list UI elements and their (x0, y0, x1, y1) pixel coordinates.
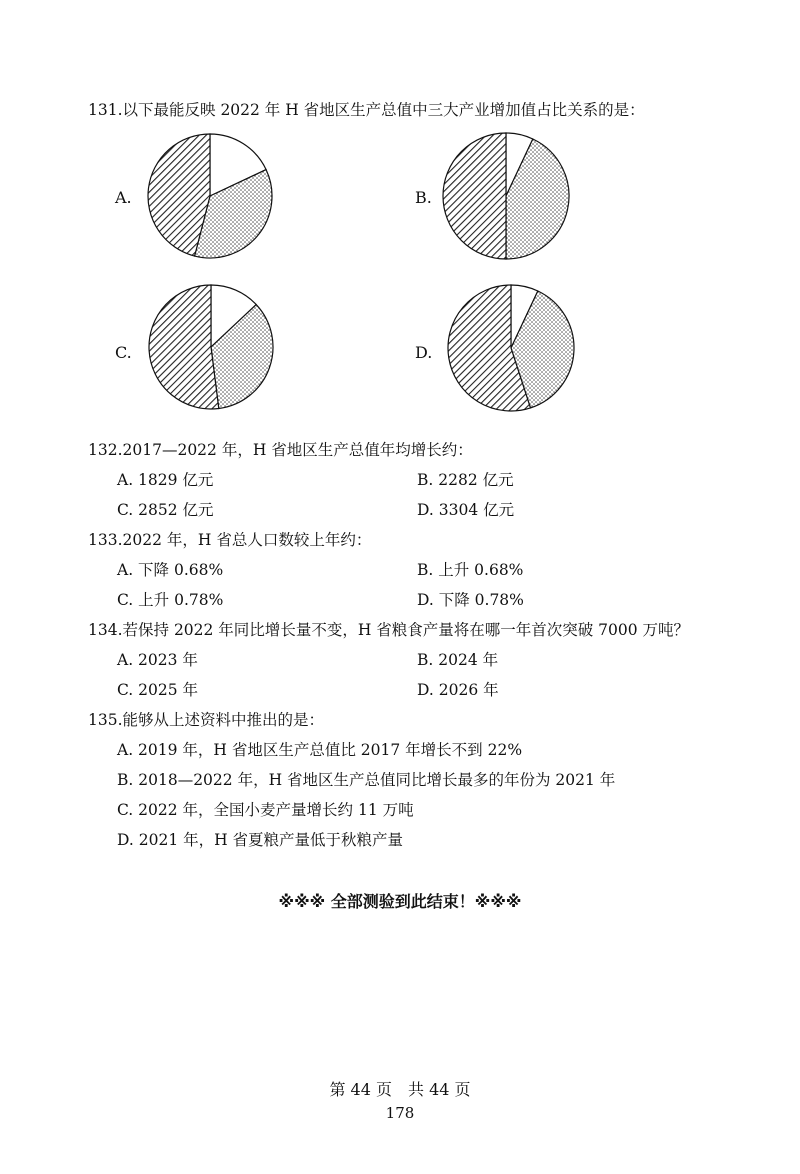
question-132-stem: 132.2017—2022 年，H 省地区生产总值年均增长约： (88, 441, 473, 459)
footer-page-info: 第 44 页 共 44 页 (329, 1080, 471, 1099)
q134-option-d[interactable]: D. 2026 年 (417, 681, 499, 699)
q132-option-c[interactable]: C. 2852 亿元 (117, 501, 214, 519)
q133-option-a[interactable]: A. 下降 0.68% (117, 561, 224, 579)
q131-option-b-label: B. (415, 188, 432, 207)
pie-slice-hatched (443, 133, 506, 259)
footer-page-number: 178 (385, 1104, 415, 1122)
q131-option-d-label: D. (415, 343, 433, 362)
q134-option-a[interactable]: A. 2023 年 (117, 651, 198, 669)
q135-option-b[interactable]: B. 2018—2022 年，H 省地区生产总值同比增长最多的年份为 2021 年 (117, 771, 616, 789)
question-133-stem: 133.2022 年，H 省总人口数较上年约： (88, 531, 372, 549)
pie-slice-hatched (149, 285, 219, 409)
q135-option-d[interactable]: D. 2021 年，H 省夏粮产量低于秋粮产量 (117, 831, 404, 849)
question-135-stem: 135.能够从上述资料中推出的是： (88, 711, 325, 729)
q131-pie-d (445, 283, 577, 413)
q133-option-c[interactable]: C. 上升 0.78% (117, 591, 224, 609)
q133-option-d[interactable]: D. 下降 0.78% (417, 591, 524, 609)
q135-option-a[interactable]: A. 2019 年，H 省地区生产总值比 2017 年增长不到 22% (117, 741, 523, 759)
q135-option-c[interactable]: C. 2022 年，全国小麦产量增长约 11 万吨 (117, 801, 414, 819)
q132-option-a[interactable]: A. 1829 亿元 (117, 471, 214, 489)
q132-option-d[interactable]: D. 3304 亿元 (417, 501, 515, 519)
q131-option-c-label: C. (115, 343, 132, 362)
q132-option-b[interactable]: B. 2282 亿元 (417, 471, 514, 489)
q131-pie-b (440, 131, 572, 261)
q131-option-a-label: A. (115, 188, 132, 207)
q134-option-c[interactable]: C. 2025 年 (117, 681, 199, 699)
q133-option-b[interactable]: B. 上升 0.68% (417, 561, 524, 579)
q131-pie-c (146, 283, 276, 411)
question-134-stem: 134.若保持 2022 年同比增长量不变，H 省粮食产量将在哪一年首次突破 7000 万吨？ (88, 621, 690, 639)
question-131-stem: 131.以下最能反映 2022 年 H 省地区生产总值中三大产业增加值占比关系的是： (88, 101, 645, 119)
q134-option-b[interactable]: B. 2024 年 (417, 651, 499, 669)
end-note: ※※※ 全部测验到此结束！※※※ (278, 892, 522, 911)
q131-pie-a (146, 131, 274, 261)
